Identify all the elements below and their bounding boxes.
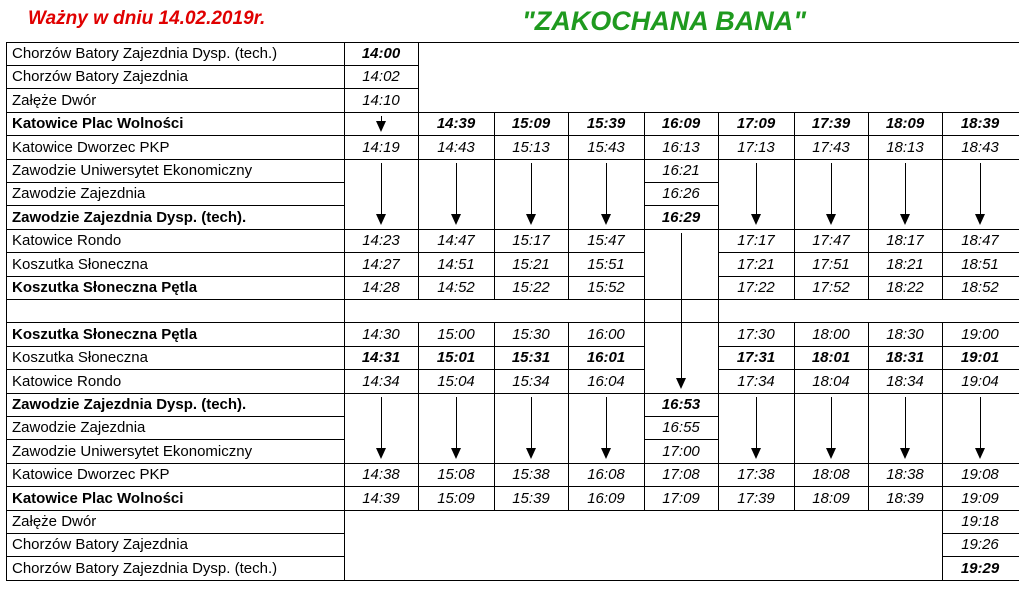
departure-time: 15:47 [587,232,625,250]
stop-name: Chorzów Batory Zajezdnia Dysp. (tech.) [12,45,278,62]
arrow-shaft [606,163,607,215]
arrow-head [451,448,461,459]
departure-time: 14:00 [361,45,401,62]
grid-line [718,299,719,322]
arrow-shaft [381,163,382,215]
departure-time: 14:19 [362,138,400,156]
grid-line [794,159,795,182]
stop-name: Katowice Rondo [12,232,122,250]
departure-time: 17:08 [662,466,700,484]
departure-time: 15:01 [436,349,476,367]
stop-name: Koszutka Słoneczna Pętla [12,279,198,296]
departure-time: 15:09 [511,115,551,133]
stop-name: Zawodzie Zajezdnia [12,419,146,437]
departure-time: 17:43 [812,138,850,156]
grid-line [418,159,419,182]
arrow-head [451,214,461,225]
departure-time: 19:04 [961,372,999,390]
departure-time: 14:47 [437,232,475,250]
grid-line [942,159,943,182]
departure-time: 18:22 [886,279,924,296]
stop-name: Katowice Plac Wolności [12,489,184,507]
grid-line [868,440,869,463]
departure-time: 15:09 [437,489,475,507]
departure-time: 19:01 [960,349,1000,367]
timetable-title: "ZAKOCHANA BANA" [522,6,807,36]
stop-name: Załęże Dwór [12,513,97,530]
arrow-head [376,121,386,132]
departure-time: 19:08 [961,466,999,484]
departure-time: 14:23 [362,232,400,250]
stop-name: Katowice Dworzec PKP [12,466,170,484]
departure-time: 16:08 [587,466,625,484]
arrow-head [526,448,536,459]
departure-time: 18:43 [961,138,999,156]
arrow-shaft [681,233,682,379]
stop-name: Katowice Rondo [12,372,122,390]
stop-name [6,299,344,322]
departure-time: 14:28 [362,279,400,296]
grid-line [644,322,719,323]
grid-line [794,440,795,463]
departure-time: 15:38 [512,466,550,484]
arrow-head [601,448,611,459]
departure-time: 14:38 [362,466,400,484]
departure-time: 17:31 [736,349,776,367]
arrow-shaft [606,397,607,449]
departure-time: 16:53 [661,396,701,413]
arrow-head [751,214,761,225]
stop-name: Zawodzie Zajezdnia [12,185,146,203]
grid-line [794,416,795,439]
departure-time: 18:47 [961,232,999,250]
departure-time: 16:29 [661,208,701,226]
arrow-shaft [980,163,981,215]
departure-time: 17:34 [737,372,775,390]
departure-time: 17:47 [812,232,850,250]
departure-time: 17:39 [737,489,775,507]
grid-line [942,416,943,439]
grid-line [868,182,869,205]
arrow-head [751,448,761,459]
stop-name: Koszutka Słoneczna Pętla [12,325,198,343]
departure-time: 18:17 [886,232,924,250]
departure-time: 18:09 [812,489,850,507]
departure-time: 18:51 [961,255,999,273]
departure-time: 16:04 [587,372,625,390]
departure-time: 14:39 [362,489,400,507]
grid-line [494,182,495,205]
departure-time: 18:13 [886,138,924,156]
departure-time: 18:31 [885,349,925,367]
departure-time: 14:43 [437,138,475,156]
stop-name: Chorzów Batory Zajezdnia [12,536,188,554]
departure-time: 17:17 [737,232,775,250]
arrow-shaft [756,397,757,449]
grid-line [418,440,419,463]
departure-time: 16:13 [662,138,700,156]
validity-date: Ważny w dniu 14.02.2019r. [28,8,266,29]
stop-name: Katowice Dworzec PKP [12,138,170,156]
departure-time: 16:01 [586,349,626,367]
grid-line [568,440,569,463]
departure-time: 14:52 [437,279,475,296]
arrow-shaft [905,163,906,215]
grid-line [494,393,495,416]
grid-line [794,393,795,416]
grid-line [868,393,869,416]
grid-line [568,182,569,205]
arrow-shaft [831,397,832,449]
departure-time: 19:26 [961,536,999,554]
departure-time: 16:55 [662,419,700,437]
departure-time: 18:34 [886,372,924,390]
departure-time: 18:09 [885,115,925,133]
grid-line [942,206,943,229]
departure-time: 15:08 [437,466,475,484]
departure-time: 14:10 [362,91,400,109]
departure-time: 15:17 [512,232,550,250]
departure-time: 16:26 [662,185,700,203]
departure-time: 17:13 [737,138,775,156]
stop-name: Katowice Plac Wolności [12,115,184,133]
departure-time: 19:29 [960,559,1000,577]
grid-line [568,206,569,229]
departure-time: 17:52 [812,279,850,296]
arrow-shaft [456,163,457,215]
departure-time: 14:31 [361,349,401,367]
departure-time: 18:00 [812,325,850,343]
stop-name: Załęże Dwór [12,91,97,109]
grid-line [942,440,943,463]
departure-time: 15:31 [511,349,551,367]
arrow-shaft [381,397,382,449]
arrow-head [526,214,536,225]
arrow-shaft [531,397,532,449]
departure-time: 18:01 [811,349,851,367]
departure-time: 15:34 [512,372,550,390]
grid-line [494,440,495,463]
departure-time: 14:27 [362,255,400,273]
grid-line [868,416,869,439]
stop-name: Zawodzie Zajezdnia Dysp. (tech). [12,208,247,226]
departure-time: 17:39 [811,115,851,133]
departure-time: 14:30 [362,325,400,343]
departure-time: 15:13 [512,138,550,156]
arrow-head [975,448,985,459]
departure-time: 15:39 [586,115,626,133]
arrow-shaft [531,163,532,215]
arrow-shaft [756,163,757,215]
departure-time: 16:09 [587,489,625,507]
departure-time: 16:21 [662,162,700,179]
stop-name: Koszutka Słoneczna [12,349,148,367]
arrow-head [900,448,910,459]
grid-line [418,393,419,416]
stop-name: Chorzów Batory Zajezdnia [12,68,188,86]
grid-line [494,416,495,439]
grid-line [868,206,869,229]
stop-name: Chorzów Batory Zajezdnia Dysp. (tech.) [12,559,278,577]
departure-time: 19:09 [961,489,999,507]
departure-time: 14:02 [362,68,400,86]
grid-line [868,159,869,182]
stop-name: Zawodzie Uniwersytet Ekonomiczny [12,442,253,460]
arrow-head [376,448,386,459]
arrow-head [826,214,836,225]
departure-time: 16:00 [587,325,625,343]
arrow-head [601,214,611,225]
departure-time: 18:04 [812,372,850,390]
departure-time: 15:00 [437,325,475,343]
departure-time: 14:34 [362,372,400,390]
departure-time: 17:51 [812,255,850,273]
arrow-shaft [456,397,457,449]
arrow-head [975,214,985,225]
grid-line [644,299,719,300]
departure-time: 15:04 [437,372,475,390]
arrow-head [826,448,836,459]
departure-time: 15:43 [587,138,625,156]
grid-line [418,182,419,205]
departure-time: 19:18 [961,513,999,530]
arrow-shaft [980,397,981,449]
departure-time: 17:30 [737,325,775,343]
departure-time: 14:39 [436,115,476,133]
departure-time: 18:39 [886,489,924,507]
stop-name: Koszutka Słoneczna [12,255,148,273]
departure-time: 14:51 [437,255,475,273]
arrow-shaft [905,397,906,449]
grid-line [644,299,645,322]
departure-time: 18:30 [886,325,924,343]
grid-line [794,182,795,205]
departure-time: 17:09 [736,115,776,133]
departure-time: 15:52 [587,279,625,296]
grid-line [568,393,569,416]
departure-time: 15:39 [512,489,550,507]
departure-time: 15:21 [512,255,550,273]
grid-line [568,159,569,182]
departure-time: 16:09 [661,115,701,133]
grid-line [942,393,943,416]
departure-time: 15:51 [587,255,625,273]
arrow-head [376,214,386,225]
departure-time: 15:30 [512,325,550,343]
grid-line [418,206,419,229]
departure-time: 19:00 [961,325,999,343]
grid-line [494,206,495,229]
departure-time: 18:08 [812,466,850,484]
departure-time: 18:21 [886,255,924,273]
grid-line [418,416,419,439]
arrow-head [676,378,686,389]
arrow-head [900,214,910,225]
grid-line [794,206,795,229]
departure-time: 15:22 [512,279,550,296]
arrow-shaft [831,163,832,215]
departure-time: 17:22 [737,279,775,296]
grid-line [494,159,495,182]
departure-time: 18:52 [961,279,999,296]
stop-name: Zawodzie Zajezdnia Dysp. (tech). [12,396,247,413]
stop-name: Zawodzie Uniwersytet Ekonomiczny [12,162,253,179]
grid-line [942,182,943,205]
departure-time: 17:09 [662,489,700,507]
departure-time: 17:00 [662,442,700,460]
departure-time: 18:38 [886,466,924,484]
departure-time: 18:39 [960,115,1000,133]
departure-time: 17:21 [737,255,775,273]
departure-time: 17:38 [737,466,775,484]
grid-line [568,416,569,439]
